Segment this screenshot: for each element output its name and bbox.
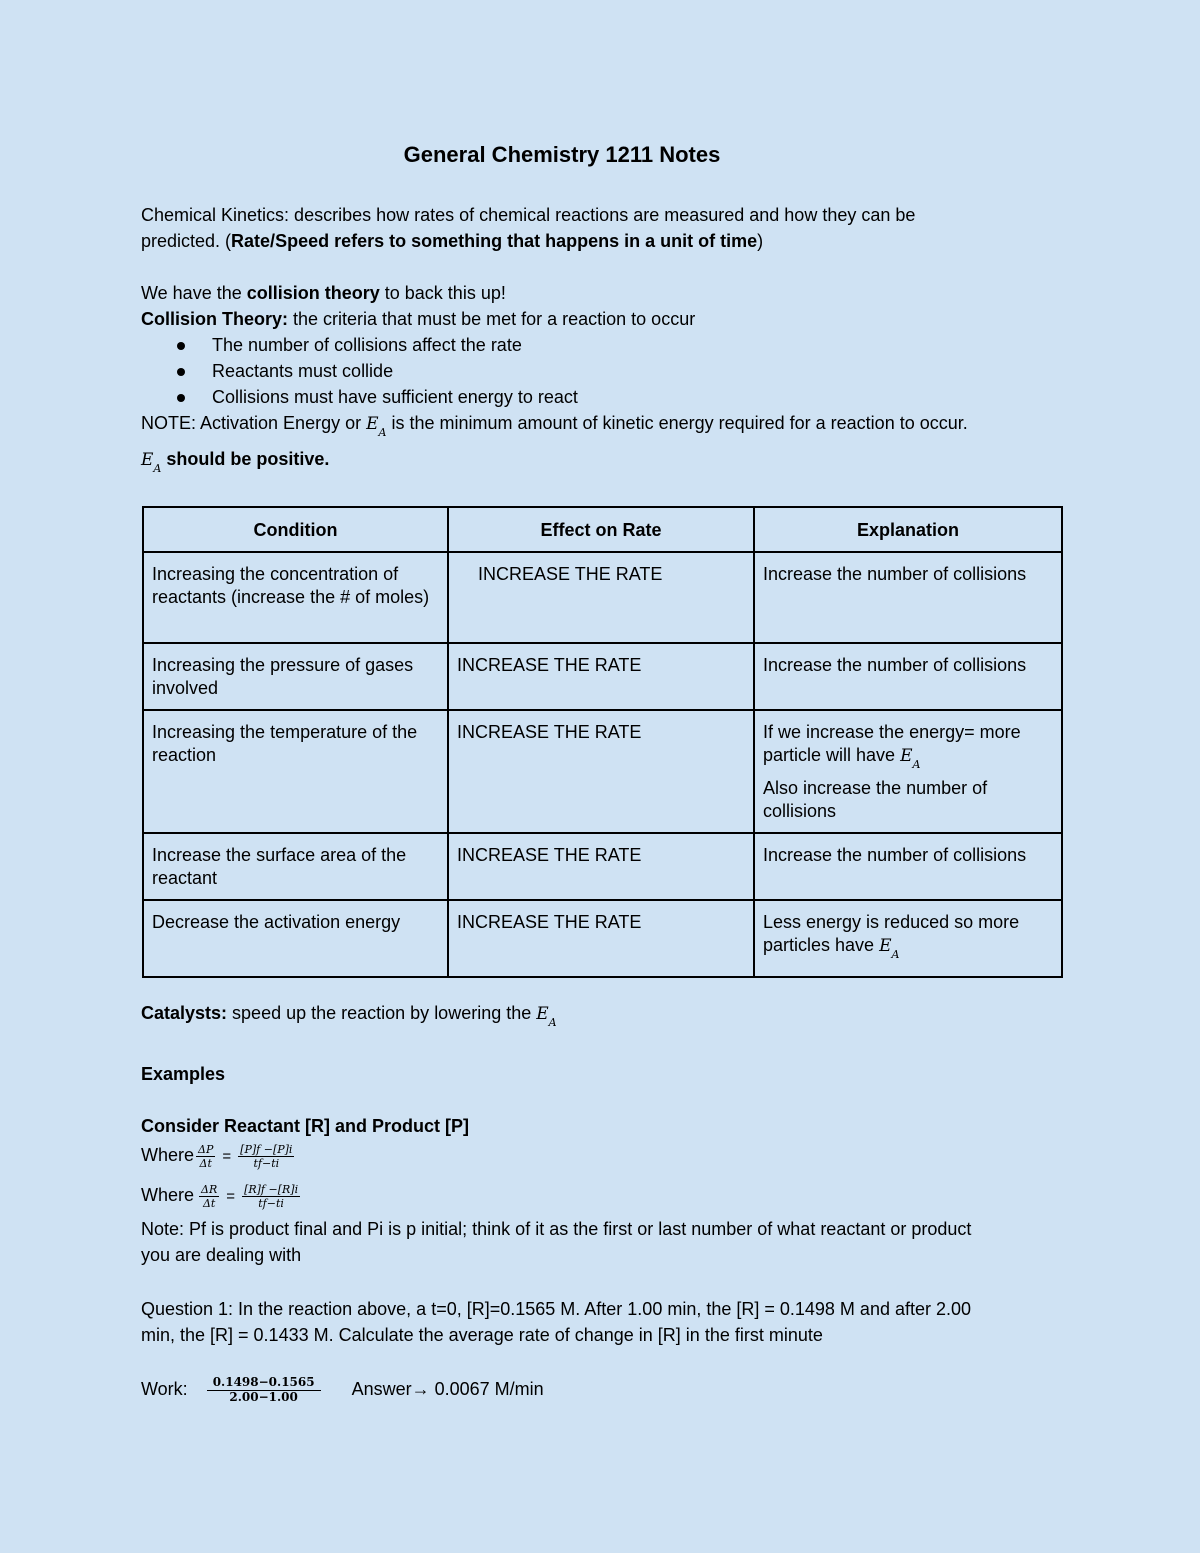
- bullet-icon: [177, 394, 185, 402]
- ea-subscript: A: [912, 758, 921, 771]
- cell-effect: [448, 552, 754, 643]
- explanation-text-2: Also increase the number of collisions: [763, 778, 988, 821]
- collision-def-label: Collision Theory:: [141, 309, 289, 329]
- table-row: [143, 643, 1062, 710]
- note-pre: NOTE: Activation Energy or: [141, 413, 367, 433]
- ea-subscript: A: [153, 462, 162, 475]
- ea-positive-text: should be positive.: [161, 449, 330, 469]
- fraction: [238, 1143, 294, 1170]
- intro-rate-definition: Rate/Speed refers to something that happens in a unit of time: [231, 231, 758, 251]
- catalysts-label: Catalysts:: [141, 1003, 228, 1023]
- examples-subheading-text: Consider Reactant [R] and Product [P]: [141, 1116, 470, 1136]
- ea-subscript: A: [891, 948, 900, 961]
- question-1: [141, 1296, 1061, 1348]
- cell-effect: INCREASE THE RATE: [448, 643, 754, 710]
- fraction-numerator: 0.1498−0.1565: [207, 1376, 321, 1391]
- effect-text: INCREASE THE RATE: [478, 564, 663, 584]
- table-row: [143, 833, 1062, 900]
- fraction-denominator: Δt: [199, 1156, 212, 1170]
- fraction-numerator: [R]f −[R]i: [244, 1182, 299, 1196]
- ea-symbol: E: [900, 746, 913, 766]
- equation-product-rate: [141, 1142, 294, 1170]
- intro-line1: Chemical Kinetics: describes how rates of chemical reactions are measured and how they can be: [141, 205, 916, 225]
- question-line2: min, the [R] = 0.1433 M. Calculate the average rate of change in [R] in the first minute: [141, 1325, 823, 1345]
- intro-line2-post: ): [757, 231, 764, 251]
- collision-post: to back this up!: [379, 283, 506, 303]
- note-line1: Note: Pf is product final and Pi is p initial; think of it as the first or last number of what reactant or product: [141, 1219, 972, 1239]
- list-item: [141, 358, 578, 384]
- cell-explanation: Increase the number of collisions: [754, 833, 1062, 900]
- question-line1: Question 1: In the reaction above, a t=0, [R]=0.1565 M. After 1.00 min, the [R] = 0.1498 M and after 2.00: [141, 1299, 972, 1319]
- cell-condition: Increasing the temperature of the reaction: [143, 710, 448, 833]
- cell-explanation: [754, 900, 1062, 977]
- ea-subscript: A: [378, 426, 387, 439]
- header-condition: Condition: [143, 507, 448, 552]
- cell-effect: INCREASE THE RATE: [448, 833, 754, 900]
- rate-factors-table: [142, 506, 1063, 978]
- work-label: Work:: [141, 1379, 188, 1399]
- where-label: Where: [141, 1185, 195, 1205]
- fraction-numerator: ΔP: [198, 1142, 214, 1156]
- cell-explanation: [754, 710, 1062, 833]
- equation-reactant-rate: [141, 1182, 300, 1210]
- catalysts-text: speed up the reaction by lowering the: [227, 1003, 537, 1023]
- fraction-numerator: ΔR: [201, 1182, 218, 1196]
- fraction-denominator: tf−ti: [258, 1196, 284, 1210]
- fraction: [196, 1143, 215, 1170]
- list-item: [141, 384, 578, 410]
- fraction: [242, 1183, 300, 1210]
- cell-condition: Decrease the activation energy: [143, 900, 448, 977]
- cell-condition: Increasing the pressure of gases involved: [143, 643, 448, 710]
- work-fraction: [207, 1376, 321, 1404]
- fraction-denominator: 2.00−1.00: [229, 1390, 298, 1405]
- collision-definition: [141, 306, 1061, 332]
- list-item: [141, 332, 578, 358]
- examples-heading-text: Examples: [141, 1064, 226, 1084]
- explanation-text: Less energy is reduced so more particles have: [763, 912, 1020, 955]
- explanation-text: If we increase the energy= more particle will have: [763, 722, 1021, 765]
- ea-symbol: E: [141, 450, 154, 470]
- list-item-text: Collisions must have sufficient energy to react: [212, 387, 578, 407]
- bullet-icon: [177, 368, 185, 376]
- examples-subheading: [141, 1113, 1061, 1139]
- header-explanation: Explanation: [754, 507, 1062, 552]
- note-post: is the minimum amount of kinetic energy required for a reaction to occur.: [386, 413, 968, 433]
- fraction-denominator: tf−ti: [253, 1156, 280, 1170]
- header-effect: Effect on Rate: [448, 507, 754, 552]
- cell-condition: Increasing the concentration of reactants (increase the # of moles): [143, 552, 448, 643]
- collision-bold: collision theory: [246, 283, 380, 303]
- list-item-text: Reactants must collide: [212, 361, 394, 381]
- examples-heading: [141, 1061, 1061, 1087]
- fraction-denominator: Δt: [202, 1196, 216, 1210]
- page-title: General Chemistry 1211 Notes: [403, 142, 721, 167]
- intro-paragraph: [141, 202, 1061, 254]
- table-row: [143, 552, 1062, 643]
- activation-energy-note: [141, 410, 1061, 439]
- equals-sign: =: [226, 1188, 236, 1205]
- where-label: Where: [141, 1145, 195, 1165]
- cell-explanation: Increase the number of collisions: [754, 643, 1062, 710]
- table-row: [143, 900, 1062, 977]
- ea-symbol: E: [536, 1004, 549, 1024]
- bullet-icon: [177, 342, 185, 350]
- ea-positive-note: [141, 446, 1061, 475]
- fraction-numerator: [P]f −[P]i: [240, 1142, 293, 1156]
- collision-def-text: the criteria that must be met for a reaction to occur: [288, 309, 696, 329]
- cell-condition: Increase the surface area of the reactant: [143, 833, 448, 900]
- ea-symbol: E: [366, 414, 379, 434]
- fraction: [199, 1183, 219, 1210]
- work-answer-line: [141, 1376, 544, 1404]
- answer-text: Answer→ 0.0067 M/min: [351, 1379, 544, 1399]
- table-row: [143, 710, 1062, 833]
- cell-effect: INCREASE THE RATE: [448, 900, 754, 977]
- table-header-row: [143, 507, 1062, 552]
- collision-intro: [141, 280, 1061, 306]
- catalysts-line: [141, 1000, 1061, 1029]
- examples-note: [141, 1216, 1061, 1268]
- equals-sign: =: [222, 1148, 232, 1165]
- cell-explanation: Increase the number of collisions: [754, 552, 1062, 643]
- collision-criteria-list: [141, 332, 578, 410]
- cell-effect: INCREASE THE RATE: [448, 710, 754, 833]
- list-item-text: The number of collisions affect the rate: [212, 335, 522, 355]
- ea-subscript: A: [548, 1016, 557, 1029]
- intro-line2-pre: predicted. (: [141, 231, 232, 251]
- note-line2: you are dealing with: [141, 1245, 302, 1265]
- collision-pre: We have the: [141, 283, 247, 303]
- ea-symbol: E: [879, 936, 892, 956]
